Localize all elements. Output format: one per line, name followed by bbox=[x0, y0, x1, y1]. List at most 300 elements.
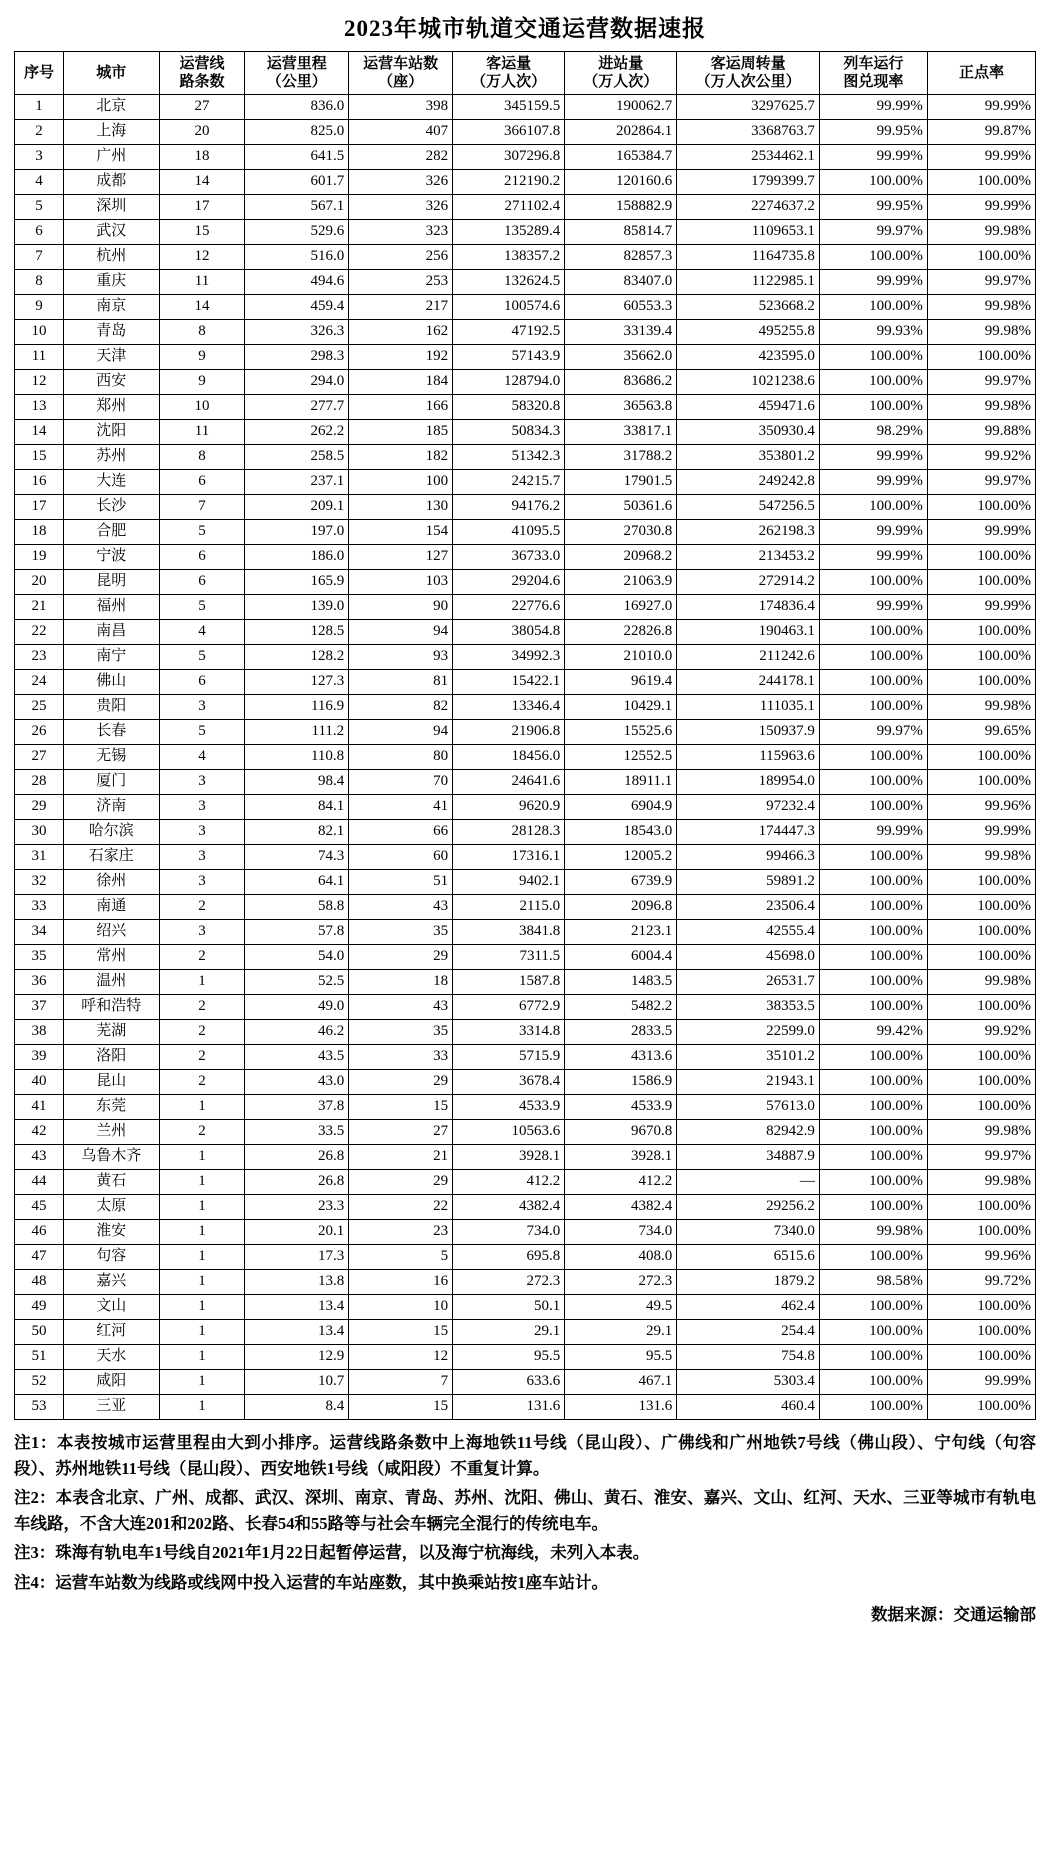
cell-city: 绍兴 bbox=[63, 920, 159, 945]
cell-entry-volume: 5482.2 bbox=[565, 995, 677, 1020]
cell-city: 成都 bbox=[63, 170, 159, 195]
table-row bbox=[15, 95, 1036, 120]
cell-index: 24 bbox=[15, 670, 64, 695]
cell-index: 21 bbox=[15, 595, 64, 620]
cell-index: 9 bbox=[15, 295, 64, 320]
cell-city: 武汉 bbox=[63, 220, 159, 245]
cell-schedule-fulfillment-rate: 100.00% bbox=[819, 295, 927, 320]
cell-passenger-turnover: 1799399.7 bbox=[677, 170, 820, 195]
cell-index: 52 bbox=[15, 1370, 64, 1395]
cell-index: 53 bbox=[15, 1395, 64, 1420]
table-row bbox=[15, 645, 1036, 670]
cell-city: 南京 bbox=[63, 295, 159, 320]
note-3: 注3：珠海有轨电车1号线自2021年1月22日起暂停运营，以及海宁杭海线，未列入本表。 bbox=[14, 1543, 650, 1563]
cell-length-km: 111.2 bbox=[245, 720, 349, 745]
cell-entry-volume: 1483.5 bbox=[565, 970, 677, 995]
cell-line-count: 20 bbox=[159, 120, 245, 145]
table-row bbox=[15, 670, 1036, 695]
cell-length-km: 37.8 bbox=[245, 1095, 349, 1120]
cell-passenger-turnover: 111035.1 bbox=[677, 695, 820, 720]
cell-length-km: 641.5 bbox=[245, 145, 349, 170]
cell-entry-volume: 20968.2 bbox=[565, 545, 677, 570]
cell-line-count: 8 bbox=[159, 320, 245, 345]
cell-length-km: 197.0 bbox=[245, 520, 349, 545]
table-row bbox=[15, 495, 1036, 520]
cell-passenger-volume: 24641.6 bbox=[453, 770, 565, 795]
cell-entry-volume: 82857.3 bbox=[565, 245, 677, 270]
cell-length-km: 49.0 bbox=[245, 995, 349, 1020]
cell-length-km: 58.8 bbox=[245, 895, 349, 920]
cell-schedule-fulfillment-rate: 100.00% bbox=[819, 1245, 927, 1270]
cell-entry-volume: 734.0 bbox=[565, 1220, 677, 1245]
column-header-city: 城市 bbox=[63, 52, 159, 95]
cell-entry-volume: 36563.8 bbox=[565, 395, 677, 420]
cell-index: 5 bbox=[15, 195, 64, 220]
cell-line-count: 5 bbox=[159, 720, 245, 745]
cell-schedule-fulfillment-rate: 100.00% bbox=[819, 1145, 927, 1170]
table-notes bbox=[14, 1430, 1036, 1595]
cell-punctuality-rate: 99.92% bbox=[927, 445, 1035, 470]
cell-station-count: 100 bbox=[349, 470, 453, 495]
table-row bbox=[15, 970, 1036, 995]
column-header-index: 序号 bbox=[15, 52, 64, 95]
table-row bbox=[15, 770, 1036, 795]
cell-length-km: 128.5 bbox=[245, 620, 349, 645]
table-row bbox=[15, 1270, 1036, 1295]
cell-line-count: 1 bbox=[159, 970, 245, 995]
cell-schedule-fulfillment-rate: 99.97% bbox=[819, 720, 927, 745]
cell-passenger-volume: 18456.0 bbox=[453, 745, 565, 770]
cell-length-km: 23.3 bbox=[245, 1195, 349, 1220]
cell-index: 3 bbox=[15, 145, 64, 170]
cell-passenger-volume: 10563.6 bbox=[453, 1120, 565, 1145]
cell-index: 50 bbox=[15, 1320, 64, 1345]
cell-schedule-fulfillment-rate: 100.00% bbox=[819, 495, 927, 520]
cell-station-count: 166 bbox=[349, 395, 453, 420]
cell-length-km: 20.1 bbox=[245, 1220, 349, 1245]
cell-line-count: 14 bbox=[159, 295, 245, 320]
table-body bbox=[15, 95, 1036, 1420]
cell-schedule-fulfillment-rate: 99.98% bbox=[819, 1220, 927, 1245]
cell-punctuality-rate: 100.00% bbox=[927, 1195, 1035, 1220]
cell-punctuality-rate: 99.96% bbox=[927, 795, 1035, 820]
cell-city: 佛山 bbox=[63, 670, 159, 695]
cell-city: 沈阳 bbox=[63, 420, 159, 445]
cell-index: 27 bbox=[15, 745, 64, 770]
cell-entry-volume: 83686.2 bbox=[565, 370, 677, 395]
column-header-schedule-fulfillment-rate: 列车运行 图兑现率 bbox=[819, 52, 927, 95]
cell-line-count: 1 bbox=[159, 1195, 245, 1220]
cell-passenger-turnover: 26531.7 bbox=[677, 970, 820, 995]
cell-station-count: 16 bbox=[349, 1270, 453, 1295]
cell-station-count: 29 bbox=[349, 1170, 453, 1195]
cell-punctuality-rate: 99.98% bbox=[927, 295, 1035, 320]
cell-line-count: 11 bbox=[159, 420, 245, 445]
cell-index: 35 bbox=[15, 945, 64, 970]
cell-city: 青岛 bbox=[63, 320, 159, 345]
cell-length-km: 12.9 bbox=[245, 1345, 349, 1370]
table-row bbox=[15, 120, 1036, 145]
cell-length-km: 529.6 bbox=[245, 220, 349, 245]
cell-punctuality-rate: 100.00% bbox=[927, 1070, 1035, 1095]
cell-entry-volume: 60553.3 bbox=[565, 295, 677, 320]
cell-entry-volume: 33817.1 bbox=[565, 420, 677, 445]
cell-passenger-turnover: 423595.0 bbox=[677, 345, 820, 370]
cell-schedule-fulfillment-rate: 100.00% bbox=[819, 395, 927, 420]
cell-punctuality-rate: 99.98% bbox=[927, 320, 1035, 345]
cell-station-count: 27 bbox=[349, 1120, 453, 1145]
cell-passenger-turnover: 1122985.1 bbox=[677, 270, 820, 295]
cell-entry-volume: 120160.6 bbox=[565, 170, 677, 195]
cell-passenger-volume: 412.2 bbox=[453, 1170, 565, 1195]
cell-line-count: 9 bbox=[159, 345, 245, 370]
cell-length-km: 186.0 bbox=[245, 545, 349, 570]
cell-passenger-turnover: 2274637.2 bbox=[677, 195, 820, 220]
cell-entry-volume: 33139.4 bbox=[565, 320, 677, 345]
cell-schedule-fulfillment-rate: 100.00% bbox=[819, 870, 927, 895]
cell-punctuality-rate: 99.65% bbox=[927, 720, 1035, 745]
cell-schedule-fulfillment-rate: 99.99% bbox=[819, 95, 927, 120]
cell-entry-volume: 6004.4 bbox=[565, 945, 677, 970]
cell-schedule-fulfillment-rate: 99.99% bbox=[819, 470, 927, 495]
cell-length-km: 110.8 bbox=[245, 745, 349, 770]
table-row bbox=[15, 295, 1036, 320]
table-row bbox=[15, 445, 1036, 470]
cell-city: 嘉兴 bbox=[63, 1270, 159, 1295]
cell-station-count: 15 bbox=[349, 1320, 453, 1345]
cell-schedule-fulfillment-rate: 99.42% bbox=[819, 1020, 927, 1045]
cell-line-count: 6 bbox=[159, 570, 245, 595]
cell-passenger-volume: 7311.5 bbox=[453, 945, 565, 970]
cell-length-km: 165.9 bbox=[245, 570, 349, 595]
table-row bbox=[15, 1020, 1036, 1045]
cell-punctuality-rate: 99.99% bbox=[927, 95, 1035, 120]
cell-line-count: 11 bbox=[159, 270, 245, 295]
cell-punctuality-rate: 99.98% bbox=[927, 695, 1035, 720]
cell-city: 深圳 bbox=[63, 195, 159, 220]
cell-passenger-turnover: 174836.4 bbox=[677, 595, 820, 620]
cell-punctuality-rate: 99.99% bbox=[927, 145, 1035, 170]
cell-length-km: 277.7 bbox=[245, 395, 349, 420]
cell-passenger-turnover: 29256.2 bbox=[677, 1195, 820, 1220]
cell-station-count: 70 bbox=[349, 770, 453, 795]
cell-passenger-turnover: 6515.6 bbox=[677, 1245, 820, 1270]
table-row bbox=[15, 595, 1036, 620]
cell-passenger-turnover: 1879.2 bbox=[677, 1270, 820, 1295]
cell-station-count: 80 bbox=[349, 745, 453, 770]
cell-passenger-turnover: 459471.6 bbox=[677, 395, 820, 420]
cell-line-count: 2 bbox=[159, 945, 245, 970]
table-row bbox=[15, 245, 1036, 270]
cell-entry-volume: 6739.9 bbox=[565, 870, 677, 895]
cell-station-count: 7 bbox=[349, 1370, 453, 1395]
cell-station-count: 81 bbox=[349, 670, 453, 695]
cell-station-count: 66 bbox=[349, 820, 453, 845]
cell-passenger-turnover: 99466.3 bbox=[677, 845, 820, 870]
table-row bbox=[15, 845, 1036, 870]
cell-schedule-fulfillment-rate: 99.93% bbox=[819, 320, 927, 345]
cell-line-count: 1 bbox=[159, 1395, 245, 1420]
table-row bbox=[15, 745, 1036, 770]
cell-index: 45 bbox=[15, 1195, 64, 1220]
cell-schedule-fulfillment-rate: 100.00% bbox=[819, 1395, 927, 1420]
cell-line-count: 2 bbox=[159, 1020, 245, 1045]
cell-index: 31 bbox=[15, 845, 64, 870]
cell-line-count: 4 bbox=[159, 745, 245, 770]
cell-punctuality-rate: 100.00% bbox=[927, 745, 1035, 770]
cell-schedule-fulfillment-rate: 100.00% bbox=[819, 895, 927, 920]
cell-line-count: 3 bbox=[159, 820, 245, 845]
cell-passenger-turnover: 244178.1 bbox=[677, 670, 820, 695]
cell-entry-volume: 49.5 bbox=[565, 1295, 677, 1320]
cell-station-count: 127 bbox=[349, 545, 453, 570]
cell-city: 北京 bbox=[63, 95, 159, 120]
cell-schedule-fulfillment-rate: 100.00% bbox=[819, 1045, 927, 1070]
cell-punctuality-rate: 100.00% bbox=[927, 895, 1035, 920]
cell-passenger-volume: 29.1 bbox=[453, 1320, 565, 1345]
cell-punctuality-rate: 99.99% bbox=[927, 195, 1035, 220]
cell-line-count: 15 bbox=[159, 220, 245, 245]
cell-station-count: 29 bbox=[349, 1070, 453, 1095]
cell-schedule-fulfillment-rate: 100.00% bbox=[819, 1295, 927, 1320]
cell-length-km: 13.4 bbox=[245, 1320, 349, 1345]
cell-passenger-turnover: 2534462.1 bbox=[677, 145, 820, 170]
cell-length-km: 326.3 bbox=[245, 320, 349, 345]
cell-schedule-fulfillment-rate: 100.00% bbox=[819, 695, 927, 720]
cell-city: 大连 bbox=[63, 470, 159, 495]
cell-passenger-turnover: 35101.2 bbox=[677, 1045, 820, 1070]
cell-punctuality-rate: 100.00% bbox=[927, 245, 1035, 270]
cell-line-count: 1 bbox=[159, 1320, 245, 1345]
cell-city: 宁波 bbox=[63, 545, 159, 570]
cell-passenger-turnover: 547256.5 bbox=[677, 495, 820, 520]
cell-passenger-volume: 21906.8 bbox=[453, 720, 565, 745]
cell-length-km: 26.8 bbox=[245, 1170, 349, 1195]
table-row bbox=[15, 220, 1036, 245]
cell-passenger-turnover: 7340.0 bbox=[677, 1220, 820, 1245]
cell-city: 南通 bbox=[63, 895, 159, 920]
cell-line-count: 1 bbox=[159, 1095, 245, 1120]
cell-entry-volume: 4533.9 bbox=[565, 1095, 677, 1120]
cell-line-count: 6 bbox=[159, 670, 245, 695]
cell-passenger-volume: 3841.8 bbox=[453, 920, 565, 945]
cell-station-count: 43 bbox=[349, 895, 453, 920]
cell-schedule-fulfillment-rate: 100.00% bbox=[819, 670, 927, 695]
cell-punctuality-rate: 100.00% bbox=[927, 1045, 1035, 1070]
cell-schedule-fulfillment-rate: 99.99% bbox=[819, 820, 927, 845]
cell-length-km: 43.0 bbox=[245, 1070, 349, 1095]
cell-line-count: 5 bbox=[159, 520, 245, 545]
cell-length-km: 43.5 bbox=[245, 1045, 349, 1070]
cell-city: 温州 bbox=[63, 970, 159, 995]
cell-passenger-volume: 24215.7 bbox=[453, 470, 565, 495]
cell-length-km: 98.4 bbox=[245, 770, 349, 795]
cell-punctuality-rate: 100.00% bbox=[927, 620, 1035, 645]
cell-station-count: 253 bbox=[349, 270, 453, 295]
cell-city: 哈尔滨 bbox=[63, 820, 159, 845]
table-row bbox=[15, 195, 1036, 220]
cell-punctuality-rate: 99.99% bbox=[927, 520, 1035, 545]
cell-punctuality-rate: 100.00% bbox=[927, 1095, 1035, 1120]
cell-index: 36 bbox=[15, 970, 64, 995]
cell-city: 兰州 bbox=[63, 1120, 159, 1145]
table-row bbox=[15, 345, 1036, 370]
cell-line-count: 9 bbox=[159, 370, 245, 395]
cell-passenger-turnover: 462.4 bbox=[677, 1295, 820, 1320]
cell-line-count: 3 bbox=[159, 870, 245, 895]
cell-schedule-fulfillment-rate: 100.00% bbox=[819, 1170, 927, 1195]
cell-schedule-fulfillment-rate: 100.00% bbox=[819, 745, 927, 770]
cell-passenger-turnover: 115963.6 bbox=[677, 745, 820, 770]
table-row bbox=[15, 1170, 1036, 1195]
cell-entry-volume: 2833.5 bbox=[565, 1020, 677, 1045]
cell-punctuality-rate: 100.00% bbox=[927, 495, 1035, 520]
cell-schedule-fulfillment-rate: 100.00% bbox=[819, 370, 927, 395]
cell-length-km: 82.1 bbox=[245, 820, 349, 845]
cell-line-count: 2 bbox=[159, 1070, 245, 1095]
cell-schedule-fulfillment-rate: 100.00% bbox=[819, 245, 927, 270]
cell-index: 39 bbox=[15, 1045, 64, 1070]
cell-station-count: 35 bbox=[349, 1020, 453, 1045]
cell-passenger-turnover: 174447.3 bbox=[677, 820, 820, 845]
cell-index: 20 bbox=[15, 570, 64, 595]
table-row bbox=[15, 920, 1036, 945]
cell-city: 乌鲁木齐 bbox=[63, 1145, 159, 1170]
cell-station-count: 192 bbox=[349, 345, 453, 370]
cell-station-count: 23 bbox=[349, 1220, 453, 1245]
note-2: 注2：本表含北京、广州、成都、武汉、深圳、南京、青岛、苏州、沈阳、佛山、黄石、淮安、嘉兴、文山、红河、天水、三亚等城市有轨电车线路，不含大连201和202路、长春54和55路等与社会车辆完全混行的传统电车。 bbox=[14, 1488, 1036, 1533]
table-row bbox=[15, 320, 1036, 345]
table-row bbox=[15, 695, 1036, 720]
cell-line-count: 6 bbox=[159, 545, 245, 570]
cell-schedule-fulfillment-rate: 99.99% bbox=[819, 445, 927, 470]
cell-city: 昆明 bbox=[63, 570, 159, 595]
cell-schedule-fulfillment-rate: 98.29% bbox=[819, 420, 927, 445]
cell-schedule-fulfillment-rate: 100.00% bbox=[819, 1095, 927, 1120]
cell-punctuality-rate: 99.97% bbox=[927, 370, 1035, 395]
cell-index: 26 bbox=[15, 720, 64, 745]
cell-passenger-volume: 633.6 bbox=[453, 1370, 565, 1395]
column-header-station-count: 运营车站数 （座） bbox=[349, 52, 453, 95]
cell-entry-volume: 2096.8 bbox=[565, 895, 677, 920]
cell-entry-volume: 17901.5 bbox=[565, 470, 677, 495]
cell-passenger-turnover: 254.4 bbox=[677, 1320, 820, 1345]
cell-line-count: 1 bbox=[159, 1295, 245, 1320]
cell-city: 咸阳 bbox=[63, 1370, 159, 1395]
cell-index: 43 bbox=[15, 1145, 64, 1170]
cell-schedule-fulfillment-rate: 100.00% bbox=[819, 995, 927, 1020]
table-row bbox=[15, 1220, 1036, 1245]
cell-index: 44 bbox=[15, 1170, 64, 1195]
cell-passenger-volume: 4533.9 bbox=[453, 1095, 565, 1120]
cell-schedule-fulfillment-rate: 100.00% bbox=[819, 1195, 927, 1220]
cell-entry-volume: 4313.6 bbox=[565, 1045, 677, 1070]
cell-passenger-volume: 3314.8 bbox=[453, 1020, 565, 1045]
cell-schedule-fulfillment-rate: 99.99% bbox=[819, 270, 927, 295]
cell-line-count: 2 bbox=[159, 1120, 245, 1145]
cell-line-count: 4 bbox=[159, 620, 245, 645]
table-header-row bbox=[15, 52, 1036, 95]
cell-passenger-turnover: 22599.0 bbox=[677, 1020, 820, 1045]
cell-passenger-volume: 1587.8 bbox=[453, 970, 565, 995]
cell-length-km: 298.3 bbox=[245, 345, 349, 370]
cell-punctuality-rate: 100.00% bbox=[927, 570, 1035, 595]
cell-city: 淮安 bbox=[63, 1220, 159, 1245]
cell-passenger-volume: 366107.8 bbox=[453, 120, 565, 145]
cell-line-count: 18 bbox=[159, 145, 245, 170]
cell-passenger-turnover: 460.4 bbox=[677, 1395, 820, 1420]
cell-entry-volume: 95.5 bbox=[565, 1345, 677, 1370]
cell-entry-volume: 190062.7 bbox=[565, 95, 677, 120]
cell-index: 1 bbox=[15, 95, 64, 120]
cell-schedule-fulfillment-rate: 98.58% bbox=[819, 1270, 927, 1295]
cell-passenger-volume: 50834.3 bbox=[453, 420, 565, 445]
cell-entry-volume: 21010.0 bbox=[565, 645, 677, 670]
cell-length-km: 567.1 bbox=[245, 195, 349, 220]
cell-passenger-turnover: 213453.2 bbox=[677, 545, 820, 570]
cell-passenger-turnover: 353801.2 bbox=[677, 445, 820, 470]
cell-index: 28 bbox=[15, 770, 64, 795]
cell-passenger-volume: 135289.4 bbox=[453, 220, 565, 245]
cell-passenger-turnover: 150937.9 bbox=[677, 720, 820, 745]
cell-station-count: 130 bbox=[349, 495, 453, 520]
table-row bbox=[15, 1195, 1036, 1220]
cell-punctuality-rate: 99.97% bbox=[927, 270, 1035, 295]
cell-passenger-volume: 272.3 bbox=[453, 1270, 565, 1295]
column-header-line-count: 运营线 路条数 bbox=[159, 52, 245, 95]
cell-passenger-volume: 3678.4 bbox=[453, 1070, 565, 1095]
cell-length-km: 262.2 bbox=[245, 420, 349, 445]
cell-schedule-fulfillment-rate: 99.99% bbox=[819, 595, 927, 620]
cell-passenger-volume: 128794.0 bbox=[453, 370, 565, 395]
cell-length-km: 54.0 bbox=[245, 945, 349, 970]
cell-length-km: 64.1 bbox=[245, 870, 349, 895]
cell-line-count: 12 bbox=[159, 245, 245, 270]
cell-passenger-volume: 6772.9 bbox=[453, 995, 565, 1020]
cell-length-km: 13.8 bbox=[245, 1270, 349, 1295]
cell-index: 16 bbox=[15, 470, 64, 495]
cell-length-km: 494.6 bbox=[245, 270, 349, 295]
cell-passenger-turnover: 1164735.8 bbox=[677, 245, 820, 270]
cell-length-km: 237.1 bbox=[245, 470, 349, 495]
cell-station-count: 51 bbox=[349, 870, 453, 895]
cell-punctuality-rate: 100.00% bbox=[927, 645, 1035, 670]
table-row bbox=[15, 1070, 1036, 1095]
cell-passenger-volume: 36733.0 bbox=[453, 545, 565, 570]
cell-passenger-turnover: 189954.0 bbox=[677, 770, 820, 795]
cell-line-count: 1 bbox=[159, 1345, 245, 1370]
cell-entry-volume: 202864.1 bbox=[565, 120, 677, 145]
cell-station-count: 103 bbox=[349, 570, 453, 595]
cell-city: 黄石 bbox=[63, 1170, 159, 1195]
cell-length-km: 516.0 bbox=[245, 245, 349, 270]
cell-station-count: 184 bbox=[349, 370, 453, 395]
cell-station-count: 90 bbox=[349, 595, 453, 620]
cell-passenger-turnover: 42555.4 bbox=[677, 920, 820, 945]
cell-passenger-turnover: 262198.3 bbox=[677, 520, 820, 545]
cell-city: 常州 bbox=[63, 945, 159, 970]
cell-schedule-fulfillment-rate: 100.00% bbox=[819, 795, 927, 820]
cell-passenger-volume: 47192.5 bbox=[453, 320, 565, 345]
cell-passenger-volume: 13346.4 bbox=[453, 695, 565, 720]
cell-entry-volume: 27030.8 bbox=[565, 520, 677, 545]
cell-passenger-turnover: 5303.4 bbox=[677, 1370, 820, 1395]
cell-passenger-turnover: 82942.9 bbox=[677, 1120, 820, 1145]
cell-passenger-volume: 34992.3 bbox=[453, 645, 565, 670]
cell-entry-volume: 31788.2 bbox=[565, 445, 677, 470]
table-row bbox=[15, 470, 1036, 495]
cell-schedule-fulfillment-rate: 100.00% bbox=[819, 945, 927, 970]
